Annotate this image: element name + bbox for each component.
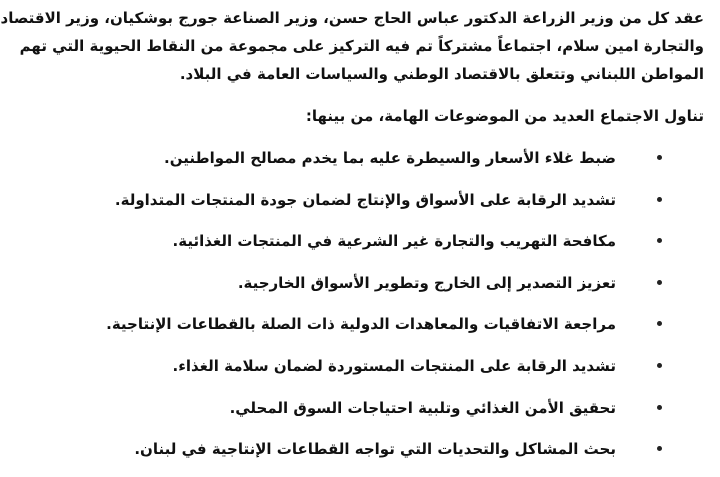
- bullet-icon: [657, 155, 662, 160]
- list-item: [0, 227, 720, 269]
- list-item-text: مراجعة الاتفاقيات والمعاهدات الدولية ذات الصلة بالقطاعات الإنتاجية.: [106, 315, 616, 334]
- list-item: [0, 144, 720, 186]
- list-item: [0, 435, 720, 477]
- list-item-text: تحقيق الأمن الغذائي وتلبية احتياجات السوق المحلي.: [229, 398, 616, 417]
- bullet-icon: [657, 280, 662, 285]
- intro-line: والتجارة امين سلام، اجتماعاً مشتركاً تم فيه التركيز على مجموعة من النقاط الحيوية التي تهم: [19, 37, 704, 55]
- bullet-icon: [657, 405, 662, 410]
- intro-line: عقد كل من وزير الزراعة الدكتور عباس الحاج حسن، وزير الصناعة جورج بوشكيان، وزير الاقتصاد: [0, 9, 704, 27]
- intro-paragraph: [0, 4, 704, 88]
- intro-line: المواطن اللبناني وتتعلق بالاقتصاد الوطني والسياسات العامة في البلاد.: [179, 65, 704, 83]
- list-item: [0, 310, 720, 352]
- list-item: [0, 394, 720, 436]
- list-item-text: مكافحة التهريب والتجارة غير الشرعية في المنتجات الغذائية.: [172, 232, 616, 251]
- bullet-icon: [657, 197, 662, 202]
- bullet-icon: [657, 321, 662, 326]
- bullet-icon: [657, 238, 662, 243]
- bullet-icon: [657, 363, 662, 368]
- topics-list: [0, 144, 720, 477]
- list-item-text: ضبط غلاء الأسعار والسيطرة عليه بما يخدم مصالح المواطنين.: [164, 149, 616, 167]
- list-item: [0, 186, 720, 228]
- list-item-text: بحث المشاكل والتحديات التي تواجه القطاعات الإنتاجية في لبنان.: [134, 440, 616, 459]
- list-item-text: تعزيز التصدير إلى الخارج وتطوير الأسواق الخارجية.: [237, 273, 616, 292]
- bullet-icon: [657, 446, 662, 451]
- list-item-text: تشديد الرقابة على الأسواق والإنتاج لضمان جودة المنتجات المتداولة.: [114, 190, 616, 209]
- list-item-text: تشديد الرقابة على المنتجات المستوردة لضمان سلامة الغذاء.: [172, 356, 616, 375]
- topics-lead: تناول الاجتماع العديد من الموضوعات الهامة، من بينها:: [305, 107, 704, 125]
- list-item: [0, 352, 720, 394]
- list-item: [0, 269, 720, 311]
